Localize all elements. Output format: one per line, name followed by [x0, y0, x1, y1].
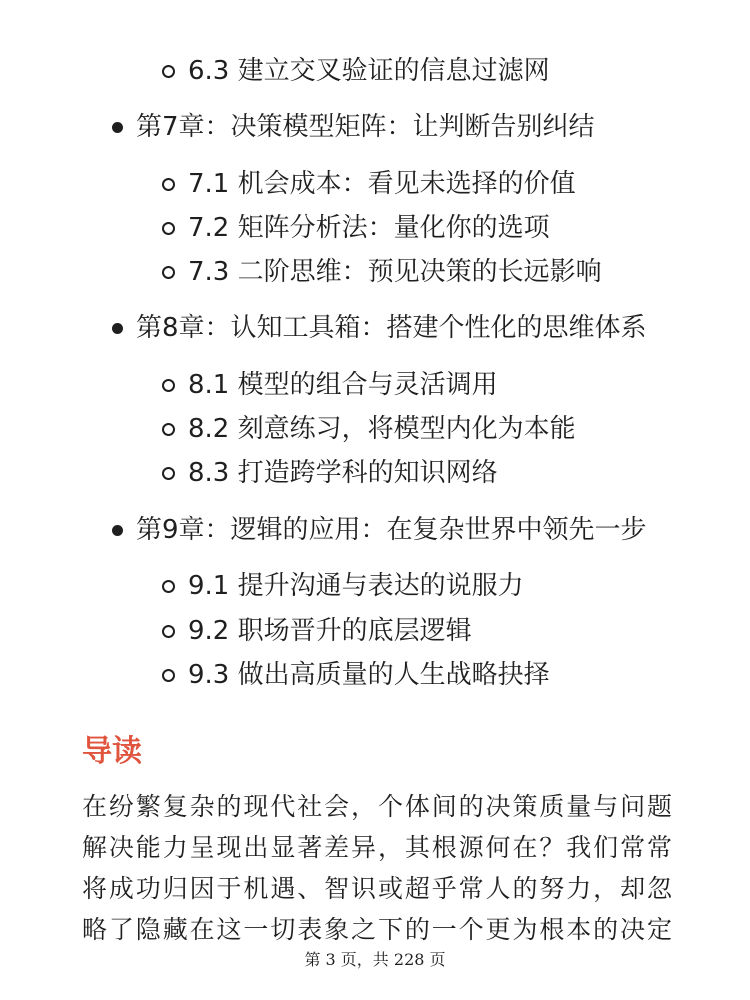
disc-bullet-icon	[112, 122, 123, 133]
circle-bullet-icon	[162, 423, 175, 436]
toc-item-text: 第7章：决策模型矩阵：让判断告别纠结	[136, 112, 595, 142]
toc-section-8-3	[162, 453, 498, 493]
toc-item-text: 7.2 矩阵分析法：量化你的选项	[188, 213, 550, 243]
circle-bullet-icon	[162, 222, 175, 235]
toc-section-9-1	[162, 566, 524, 606]
toc-item-text: 7.1 机会成本：看见未选择的价值	[188, 169, 576, 199]
paragraph-line: 略了隐藏在这一切表象之下的一个更为根本的决定	[82, 915, 672, 944]
paragraph-line: 解决能力呈现出显著差异，其根源何在？我们常常	[82, 833, 672, 862]
circle-bullet-icon	[162, 467, 175, 480]
intro-heading: 导读	[82, 734, 142, 769]
toc-chapter-9	[112, 510, 647, 550]
toc-item-text: 第8章：认知工具箱：搭建个性化的思维体系	[136, 313, 647, 343]
toc-item-text: 9.3 做出高质量的人生战略抉择	[188, 660, 550, 690]
toc-item-text: 9.1 提升沟通与表达的说服力	[188, 571, 524, 601]
toc-item-text: 8.2 刻意练习，将模型内化为本能	[188, 414, 576, 444]
circle-bullet-icon	[162, 580, 175, 593]
toc-section-6-3	[162, 51, 550, 91]
toc-item-text: 8.3 打造跨学科的知识网络	[188, 458, 498, 488]
toc-item-text: 8.1 模型的组合与灵活调用	[188, 370, 498, 400]
paragraph-line: 将成功归因于机遇、智识或超乎常人的努力，却忽	[82, 874, 672, 903]
toc-item-text: 6.3 建立交叉验证的信息过滤网	[188, 56, 550, 86]
circle-bullet-icon	[162, 669, 175, 682]
toc-section-7-3	[162, 252, 602, 292]
page-number-footer: 第 3 页，共 228 页	[304, 950, 446, 969]
circle-bullet-icon	[162, 266, 175, 279]
toc-section-9-2	[162, 611, 472, 651]
disc-bullet-icon	[112, 525, 123, 536]
toc-section-8-1	[162, 365, 498, 405]
disc-bullet-icon	[112, 323, 123, 334]
circle-bullet-icon	[162, 65, 175, 78]
intro-paragraph	[82, 786, 672, 950]
toc-section-9-3	[162, 655, 550, 695]
paragraph-line: 在纷繁复杂的现代社会，个体间的决策质量与问题	[82, 792, 672, 821]
toc-section-7-1	[162, 164, 576, 204]
toc-section-7-2	[162, 208, 550, 248]
toc-chapter-7	[112, 107, 595, 147]
toc-item-text: 7.3 二阶思维：预见决策的长远影响	[188, 257, 602, 287]
toc-item-text: 第9章：逻辑的应用：在复杂世界中领先一步	[136, 515, 647, 545]
circle-bullet-icon	[162, 379, 175, 392]
circle-bullet-icon	[162, 178, 175, 191]
toc-chapter-8	[112, 308, 647, 348]
toc-item-text: 9.2 职场晋升的底层逻辑	[188, 616, 472, 646]
circle-bullet-icon	[162, 625, 175, 638]
toc-section-8-2	[162, 409, 576, 449]
